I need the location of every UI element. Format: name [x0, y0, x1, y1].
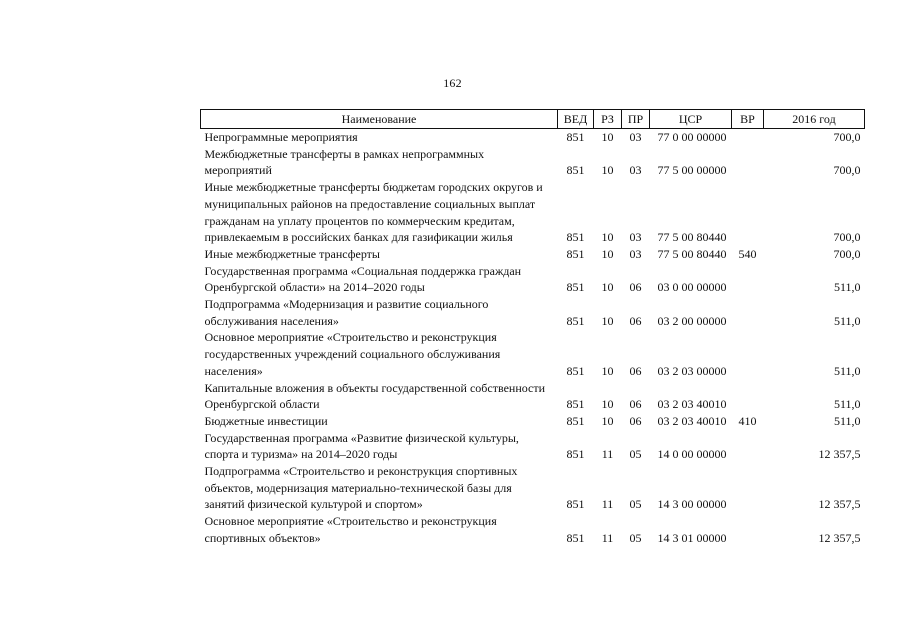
row-csr: 14 0 00 00000: [657, 447, 727, 462]
row-amount: 12 357,5: [818, 447, 861, 462]
row-name: Межбюджетные трансферты в рамках непрограммных мероприятий: [204, 146, 485, 178]
page-number: 162: [443, 76, 462, 90]
table-row: [201, 146, 865, 179]
row-rz: 10: [601, 246, 614, 261]
row-csr: 77 5 00 80440: [657, 246, 727, 261]
row-rz: 10: [601, 397, 614, 412]
row-name: Непрограммные мероприятия: [204, 130, 358, 144]
row-csr: 03 2 03 00000: [657, 363, 727, 378]
row-csr: 14 3 00 00000: [657, 497, 727, 512]
row-vr: 410: [738, 413, 757, 428]
row-ved: 851: [566, 130, 585, 144]
row-ved: 851: [566, 447, 585, 462]
row-name: Подпрограмма «Строительство и реконструкция спортивных объектов, модернизация материально-технической базы для занятий физической культурой и спортом»: [204, 464, 518, 512]
table-row: [201, 463, 865, 513]
row-ved: 851: [566, 413, 585, 428]
row-csr: 77 5 00 80440: [657, 230, 727, 245]
row-pr: 03: [629, 130, 642, 144]
row-pr: 06: [629, 313, 642, 328]
header-year: 2016 год: [764, 110, 865, 129]
header-csr: ЦСР: [650, 110, 732, 129]
table-row: [201, 430, 865, 463]
row-amount: 700,0: [833, 163, 861, 178]
row-rz: 10: [601, 130, 614, 144]
row-pr: 03: [629, 246, 642, 261]
header-vr: ВР: [732, 110, 764, 129]
table-row: [201, 263, 865, 296]
row-rz: 11: [601, 497, 614, 512]
table-row: [201, 296, 865, 329]
header-rz: РЗ: [594, 110, 622, 129]
row-pr: 03: [629, 230, 642, 245]
row-name: Иные межбюджетные трансферты бюджетам городских округов и муниципальных районов на предоставление социальных выплат гражданам на уплату процентов по коммерческим кредитам, привлекаемым в российских банках для газификации жилья: [204, 180, 543, 245]
row-pr: 06: [629, 397, 642, 412]
table-row: [201, 179, 865, 246]
row-csr: 14 3 01 00000: [657, 530, 727, 545]
table-row: [201, 246, 865, 263]
row-amount: 511,0: [833, 397, 861, 412]
row-vr: [732, 463, 764, 513]
row-name: Бюджетные инвестиции: [204, 413, 328, 428]
row-vr: [732, 380, 764, 413]
row-rz: 10: [601, 163, 614, 178]
row-ved: 851: [566, 230, 585, 245]
row-pr: 06: [629, 363, 642, 378]
header-pr: ПР: [622, 110, 650, 129]
row-ved: 851: [566, 497, 585, 512]
row-rz: 10: [601, 313, 614, 328]
row-vr: 540: [738, 246, 757, 261]
row-name: Основное мероприятие «Строительство и реконструкция спортивных объектов»: [204, 514, 497, 545]
row-ved: 851: [566, 363, 585, 378]
row-rz: 10: [601, 230, 614, 245]
header-ved: ВЕД: [558, 110, 594, 129]
row-vr: [732, 263, 764, 296]
row-vr: [732, 146, 764, 179]
row-pr: 06: [629, 413, 642, 428]
row-amount: 511,0: [833, 280, 861, 295]
row-pr: 06: [629, 280, 642, 295]
row-pr: 03: [629, 163, 642, 178]
row-csr: 03 0 00 00000: [657, 280, 727, 295]
table-row: [201, 513, 865, 546]
row-vr: [732, 329, 764, 379]
row-amount: 511,0: [833, 313, 861, 328]
row-ved: 851: [566, 397, 585, 412]
row-amount: 700,0: [833, 130, 861, 144]
row-ved: 851: [566, 313, 585, 328]
budget-table: [200, 109, 865, 547]
row-vr: [732, 430, 764, 463]
row-rz: 11: [601, 447, 614, 462]
row-csr: 77 5 00 00000: [657, 163, 727, 178]
row-vr: [732, 129, 764, 146]
row-name: Капитальные вложения в объекты государственной собственности Оренбургской области: [204, 380, 546, 412]
row-rz: 10: [601, 413, 614, 428]
row-amount: 511,0: [833, 363, 861, 378]
row-ved: 851: [566, 280, 585, 295]
row-vr: [732, 296, 764, 329]
table-header: [201, 110, 865, 129]
row-pr: 05: [629, 530, 642, 545]
row-rz: 11: [601, 530, 614, 545]
row-rz: 10: [601, 363, 614, 378]
table-row: [201, 380, 865, 413]
row-pr: 05: [629, 497, 642, 512]
row-ved: 851: [566, 246, 585, 261]
row-amount: 12 357,5: [818, 497, 861, 512]
table-row: [201, 129, 865, 146]
row-name: Основное мероприятие «Строительство и реконструкция государственных учреждений социального обслуживания населения»: [204, 330, 501, 378]
row-vr: [732, 513, 764, 546]
table-row: [201, 329, 865, 379]
table-row: [201, 413, 865, 430]
row-name: Подпрограмма «Модернизация и развитие социального обслуживания населения»: [204, 297, 489, 328]
row-ved: 851: [566, 163, 585, 178]
row-name: Иные межбюджетные трансферты: [204, 246, 380, 261]
row-pr: 05: [629, 447, 642, 462]
row-amount: 700,0: [833, 246, 861, 261]
row-rz: 10: [601, 280, 614, 295]
row-csr: 03 2 03 40010: [657, 413, 727, 428]
row-vr: [732, 179, 764, 246]
row-csr: 03 2 03 40010: [657, 397, 727, 412]
header-name: Наименование: [201, 110, 558, 129]
row-name: Государственная программа «Социальная поддержка граждан Оренбургской области» на 2014–2020 годы: [204, 263, 522, 295]
row-csr: 03 2 00 00000: [657, 313, 727, 328]
table-body: [201, 129, 865, 547]
row-amount: 12 357,5: [818, 530, 861, 545]
row-csr: 77 0 00 00000: [657, 130, 727, 144]
row-amount: 511,0: [833, 413, 861, 428]
row-amount: 700,0: [833, 230, 861, 245]
row-name: Государственная программа «Развитие физической культуры, спорта и туризма» на 2014–2020 годы: [204, 430, 519, 462]
header-row: [201, 110, 865, 129]
row-ved: 851: [566, 530, 585, 545]
